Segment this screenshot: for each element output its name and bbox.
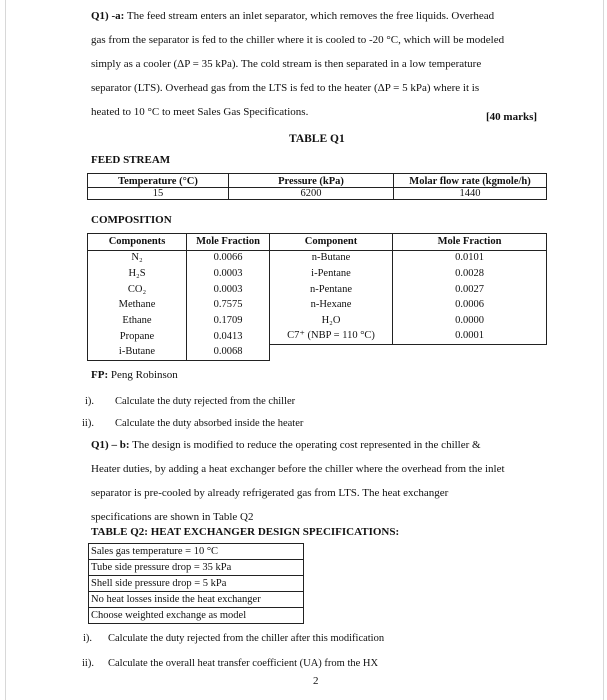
comp-header-component: Component (270, 234, 393, 251)
comp-header-components: Components (88, 234, 187, 251)
hx-spec-row: Tube side pressure drop = 35 kPa (89, 560, 303, 576)
feed-value-temperature: 15 (88, 188, 229, 200)
comp-cell-component: H₂S (88, 266, 187, 282)
composition-rows (88, 250, 547, 361)
feed-value-flow: 1440 (394, 188, 547, 200)
comp-cell-fraction: 0.0413 (187, 329, 270, 345)
comp-cell-component: Propane (88, 329, 187, 345)
q1b-paragraph (91, 433, 542, 529)
composition-row (88, 297, 547, 313)
comp-cell-fraction-2: 0.0027 (393, 282, 547, 298)
feed-stream-heading: FEED STREAM (91, 154, 171, 166)
q1b-question-1-text: Calculate the duty rejected from the chiller after this modification (108, 633, 385, 644)
comp-cell-fraction: 0.1709 (187, 313, 270, 329)
comp-cell-component-2 (270, 345, 393, 361)
composition-table (87, 233, 547, 361)
hx-spec-row: No heat losses inside the heat exchanger (89, 592, 303, 608)
q1b-line-3: separator is pre-cooled by already refrigerated gas from LTS. The heat exchanger (91, 487, 449, 499)
q1a-paragraph (91, 4, 542, 124)
q1a-line-2: gas from the separator is fed to the chiller where it is cooled to -20 °C, which will be modeled (91, 34, 505, 46)
comp-cell-component-2: H₂O (270, 313, 393, 329)
comp-cell-component-2: n-Hexane (270, 297, 393, 313)
q1b-line-2: Heater duties, by adding a heat exchanger before the chiller where the overhead from the inlet (91, 463, 505, 475)
q1a-line-4: separator (LTS). Overhead gas from the LTS is fed to the heater (ΔP = 5 kPa) where it is (91, 82, 480, 94)
feed-stream-table (87, 173, 547, 200)
fluid-package (91, 369, 178, 381)
hx-spec-row: Sales gas temperature = 10 °C (89, 544, 303, 560)
comp-cell-fraction-2 (393, 345, 547, 361)
fluid-package-label: FP: (91, 369, 109, 381)
feed-header-flow: Molar flow rate (kgmole/h) (394, 174, 547, 188)
composition-row (88, 345, 547, 361)
marks-label: [40 marks] (486, 111, 538, 123)
comp-cell-component: Ethane (88, 313, 187, 329)
q1b-line-4: specifications are shown in Table Q2 (91, 511, 254, 523)
hx-spec-row: Shell side pressure drop = 5 kPa (89, 576, 303, 592)
page-edge-left (5, 0, 6, 700)
q1a-label: Q1) -a: (91, 10, 125, 22)
q1a-line-1 (91, 4, 542, 28)
composition-row (88, 282, 547, 298)
comp-cell-fraction: 0.7575 (187, 297, 270, 313)
composition-row (88, 313, 547, 329)
comp-cell-component-2: n-Butane (270, 250, 393, 266)
comp-cell-component: Methane (88, 297, 187, 313)
page-number: 2 (313, 675, 319, 687)
q1a-line-3: simply as a cooler (ΔP = 35 kPa). The cold stream is then separated in a low temperature (91, 58, 482, 70)
q1a-question-1-num: i). (85, 396, 95, 407)
table-q1-title: TABLE Q1 (289, 133, 345, 145)
feed-header-temperature: Temperature (°C) (88, 174, 229, 188)
comp-cell-fraction-2: 0.0006 (393, 297, 547, 313)
comp-cell-fraction-2: 0.0028 (393, 266, 547, 282)
q1b-question-2-text: Calculate the overall heat transfer coefficient (UA) from the HX (108, 658, 379, 669)
composition-row (88, 250, 547, 266)
q1a-question-1-text: Calculate the duty rejected from the chiller (115, 396, 296, 407)
comp-cell-fraction: 0.0066 (187, 250, 270, 266)
fluid-package-value: Peng Robinson (110, 369, 178, 381)
comp-cell-fraction: 0.0003 (187, 282, 270, 298)
q1a-question-2-num: ii). (82, 418, 94, 429)
q1a-line-5: heated to 10 °C to meet Sales Gas Specifications. (91, 106, 309, 118)
q1a-question-2-text: Calculate the duty absorbed inside the heater (115, 418, 304, 429)
q1b-line-1-text: The design is modified to reduce the operating cost represented in the chiller & (132, 439, 481, 451)
q1b-line-1 (91, 433, 542, 457)
comp-cell-component-2: i-Pentane (270, 266, 393, 282)
q1b-question-2-num: ii). (82, 658, 94, 669)
hx-spec-row: Choose weighted exchange as model (91, 610, 247, 621)
feed-value-pressure: 6200 (229, 188, 394, 200)
comp-cell-component: i-Butane (88, 345, 187, 361)
page-edge-right (603, 0, 604, 700)
comp-header-fraction-left: Mole Fraction (187, 234, 270, 251)
hx-spec-table (88, 543, 304, 624)
composition-row (88, 329, 547, 345)
comp-cell-fraction-2: 0.0001 (393, 329, 547, 345)
composition-heading: COMPOSITION (91, 214, 172, 226)
composition-row (88, 266, 547, 282)
comp-cell-component-2: C7⁺ (NBP = 110 °C) (270, 329, 393, 345)
comp-cell-fraction-2: 0.0000 (393, 313, 547, 329)
comp-cell-component-2: n-Pentane (270, 282, 393, 298)
comp-header-fraction-right: Mole Fraction (393, 234, 547, 251)
comp-cell-component: CO₂ (88, 282, 187, 298)
q1a-line-1-text: The feed stream enters an inlet separator, which removes the free liquids. Overhead (126, 10, 495, 22)
comp-cell-fraction: 0.0003 (187, 266, 270, 282)
table-q2-title: TABLE Q2: HEAT EXCHANGER DESIGN SPECIFICATIONS: (91, 526, 400, 538)
q1b-question-1-num: i). (83, 633, 93, 644)
comp-cell-component: N₂ (88, 250, 187, 266)
feed-header-pressure: Pressure (kPa) (229, 174, 394, 188)
comp-cell-fraction: 0.0068 (187, 345, 270, 361)
q1b-label: Q1) – b: (91, 439, 130, 451)
comp-cell-fraction-2: 0.0101 (393, 250, 547, 266)
